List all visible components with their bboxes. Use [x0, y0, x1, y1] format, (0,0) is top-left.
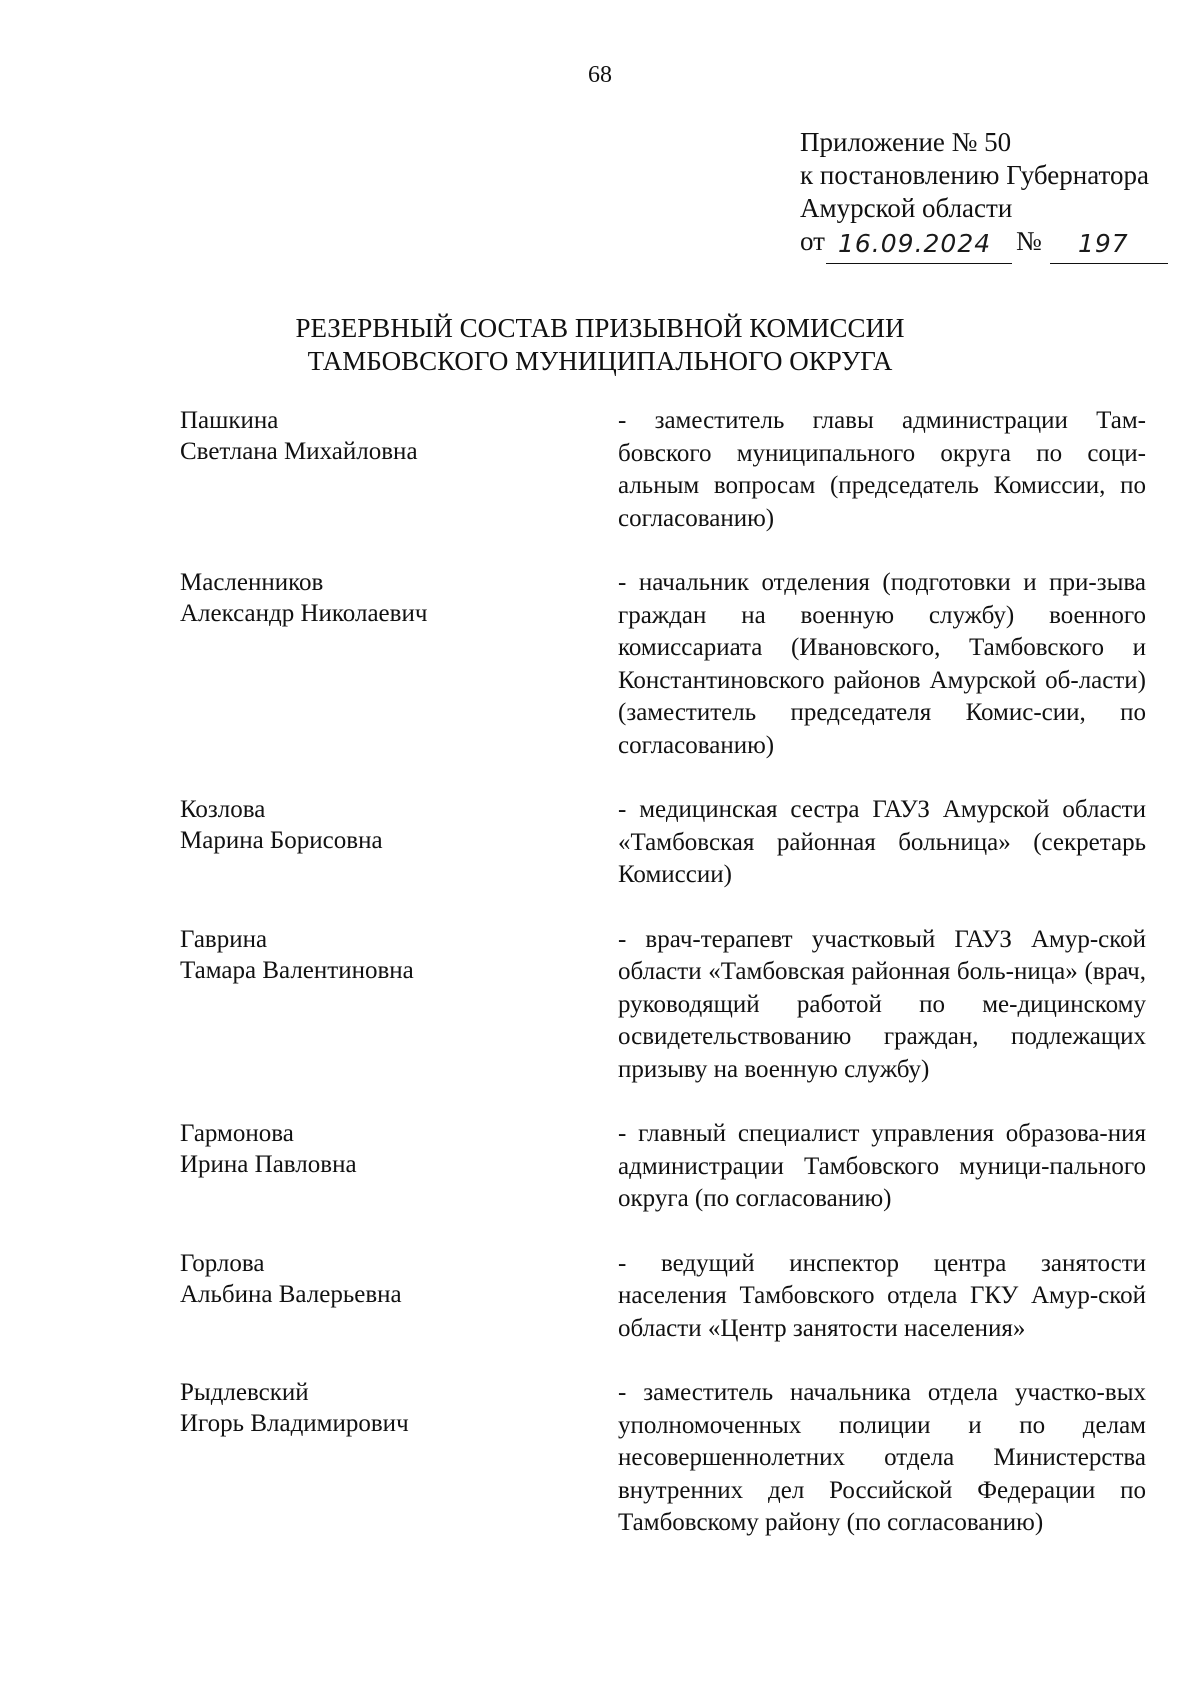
member-role: - заместитель начальника отдела участко-вых уполномоченных полиции и по делам несовершеннолетних отдела Министерства внутренних дел Российской Федерации по Тамбовскому району (по согласованию) [618, 1379, 1146, 1536]
member-role: - врач-терапевт участковый ГАУЗ Амур-ской области «Тамбовская районная боль-ница» (врач, руководящий работой по ме-дицинскому освидетельствованию граждан, подлежащих призыву на военную службу) [618, 925, 1146, 1083]
member-name [180, 405, 580, 467]
member-given-name: Марина Борисовна [180, 827, 383, 854]
member-entry [0, 924, 1200, 1087]
member-surname: Масленников [180, 569, 324, 596]
member-list [0, 405, 1200, 1572]
member-entry [0, 1248, 1200, 1346]
member-given-name: Александр Николаевич [180, 600, 428, 627]
date-field [826, 225, 1012, 264]
member-name [180, 567, 580, 629]
member-surname: Горлова [180, 1249, 265, 1277]
document-title [0, 312, 1200, 378]
member-name [180, 1248, 580, 1310]
member-entry [0, 567, 1200, 762]
handwritten-date: 16.09.2024 [838, 229, 992, 258]
handwritten-number: 197 [1078, 229, 1129, 258]
member-role: - главный специалист управления образова-ния администрации Тамбовского муници-пального округа (по согласованию) [618, 1120, 1146, 1212]
member-surname: Рыдлевский [180, 1379, 309, 1406]
member-surname: Козлова [180, 796, 266, 823]
appendix-region: Амурской области [800, 193, 1013, 223]
member-role: - начальник отделения (подготовки и при-зыва граждан на военную службу) военного комиссариата (Ивановского, Тамбовского и Константиновского районов Амурской об-ласти) (заместитель председателя Комис-сии, по согласованию) [618, 569, 1146, 759]
member-given-name: Светлана Михайловна [180, 438, 418, 465]
member-name [180, 1118, 580, 1180]
title-line-2: ТАМБОВСКОГО МУНИЦИПАЛЬНОГО ОКРУГА [307, 346, 893, 376]
member-role: - медицинская сестра ГАУЗ Амурской области «Тамбовская районная больница» (секретарь Комиссии) [618, 796, 1146, 888]
member-entry [0, 405, 1200, 535]
member-name [180, 794, 580, 856]
date-prefix: от [800, 226, 825, 256]
member-entry [0, 1377, 1200, 1540]
member-surname: Гаврина [180, 925, 268, 953]
member-given-name: Альбина Валерьевна [180, 1280, 402, 1308]
appendix-title: Приложение № 50 [800, 127, 1012, 157]
member-given-name: Игорь Владимирович [180, 1410, 409, 1437]
number-sign: № [1016, 226, 1042, 256]
member-given-name: Тамара Валентиновна [180, 956, 414, 984]
member-name [180, 1377, 580, 1439]
member-surname: Гармонова [180, 1120, 294, 1147]
member-surname: Пашкина [180, 407, 279, 434]
appendix-block [800, 126, 1170, 265]
member-role: - ведущий инспектор центра занятости населения Тамбовского отдела ГКУ Амур-ской области «Центр занятости населения» [618, 1249, 1146, 1342]
member-entry [0, 794, 1200, 892]
member-entry [0, 1118, 1200, 1216]
member-role: - заместитель главы администрации Там-бовского муниципального округа по соци-альным вопросам (председатель Комиссии, по согласованию) [618, 407, 1146, 532]
member-name [180, 924, 580, 986]
appendix-reference: к постановлению Губернатора [800, 160, 1149, 190]
member-given-name: Ирина Павловна [180, 1151, 357, 1178]
appendix-date-line [800, 225, 1170, 265]
number-field [1050, 225, 1168, 264]
title-line-1: РЕЗЕРВНЫЙ СОСТАВ ПРИЗЫВНОЙ КОМИССИИ [295, 313, 905, 343]
page-number: 68 [588, 62, 612, 88]
